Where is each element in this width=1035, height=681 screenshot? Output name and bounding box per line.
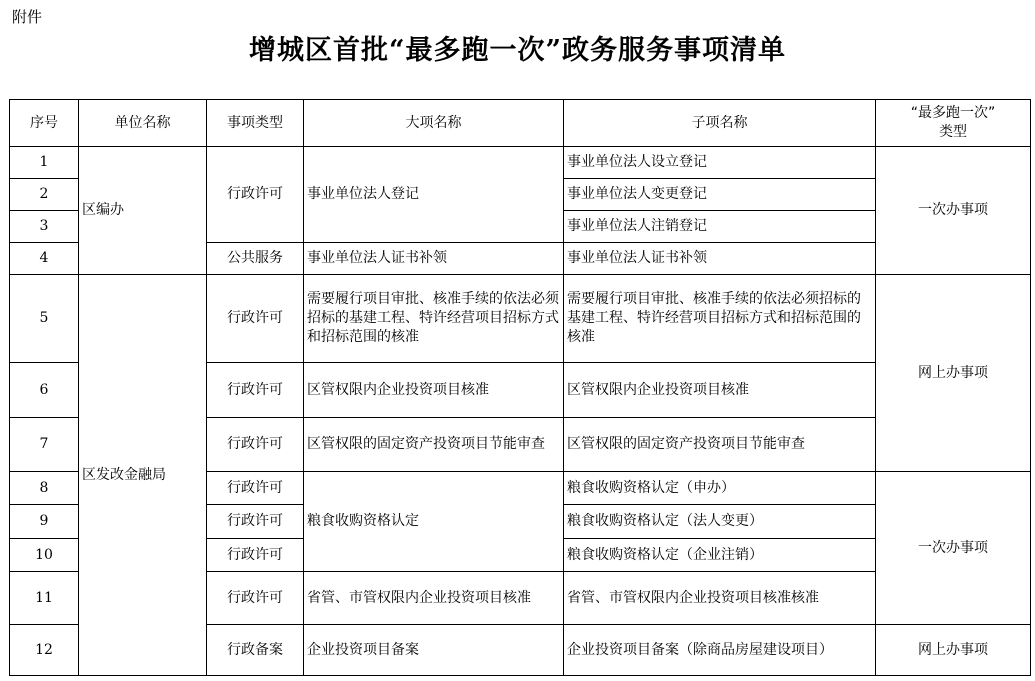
type-cell: 行政备案 xyxy=(207,625,304,676)
seq-cell: 5 xyxy=(10,275,79,363)
main-item-cell: 事业单位法人证书补领 xyxy=(304,243,564,275)
unit-cell: 区发改金融局 xyxy=(79,275,207,676)
sub-item-cell: 事业单位法人设立登记 xyxy=(564,147,876,179)
header-run-once-line1: “最多跑一次” xyxy=(910,105,996,121)
main-item-cell: 需要履行项目审批、核准手续的依法必须招标的基建工程、特许经营项目招标方式和招标范围的核准 xyxy=(304,275,564,363)
table-row xyxy=(10,275,1031,363)
type-cell: 行政许可 xyxy=(207,147,304,243)
type-cell: 行政许可 xyxy=(207,363,304,418)
type-cell: 行政许可 xyxy=(207,418,304,472)
sub-item-cell: 事业单位法人注销登记 xyxy=(564,211,876,243)
type-cell: 行政许可 xyxy=(207,275,304,363)
run-once-type-cell: 一次办事项 xyxy=(876,472,1031,625)
unit-cell: 区编办 xyxy=(79,147,207,275)
service-list-table xyxy=(9,99,1031,676)
seq-cell: 10 xyxy=(10,539,79,572)
seq-cell: 3 xyxy=(10,211,79,243)
header-run-once-type xyxy=(876,100,1031,147)
main-item-cell: 区管权限的固定资产投资项目节能审查 xyxy=(304,418,564,472)
seq-cell: 6 xyxy=(10,363,79,418)
sub-item-cell: 企业投资项目备案（除商品房屋建设项目） xyxy=(564,625,876,676)
type-cell: 行政许可 xyxy=(207,539,304,572)
run-once-type-cell: 一次办事项 xyxy=(876,147,1031,275)
seq-cell: 2 xyxy=(10,179,79,211)
type-cell: 公共服务 xyxy=(207,243,304,275)
sub-item-cell: 事业单位法人变更登记 xyxy=(564,179,876,211)
seq-cell: 4 xyxy=(10,243,79,275)
annex-label: 附件 xyxy=(12,8,43,26)
main-item-cell: 区管权限内企业投资项目核准 xyxy=(304,363,564,418)
header-unit: 单位名称 xyxy=(79,100,207,147)
seq-cell: 12 xyxy=(10,625,79,676)
type-cell: 行政许可 xyxy=(207,572,304,625)
header-sub-item: 子项名称 xyxy=(564,100,876,147)
sub-item-cell: 区管权限的固定资产投资项目节能审查 xyxy=(564,418,876,472)
header-row xyxy=(10,100,1031,147)
sub-item-cell: 事业单位法人证书补领 xyxy=(564,243,876,275)
page-title: 增城区首批“最多跑一次”政务服务事项清单 xyxy=(248,35,787,66)
sub-item-cell: 需要履行项目审批、核准手续的依法必须招标的基建工程、特许经营项目招标方式和招标范围的核准 xyxy=(564,275,876,363)
seq-cell: 11 xyxy=(10,572,79,625)
sub-item-cell: 粮食收购资格认定（企业注销） xyxy=(564,539,876,572)
type-cell: 行政许可 xyxy=(207,505,304,539)
header-main-item: 大项名称 xyxy=(304,100,564,147)
seq-cell: 7 xyxy=(10,418,79,472)
main-item-cell: 企业投资项目备案 xyxy=(304,625,564,676)
sub-item-cell: 省管、市管权限内企业投资项目核准核准 xyxy=(564,572,876,625)
main-item-cell: 省管、市管权限内企业投资项目核准 xyxy=(304,572,564,625)
header-seq: 序号 xyxy=(10,100,79,147)
header-run-once-line2: 类型 xyxy=(939,124,967,140)
sub-item-cell: 粮食收购资格认定（申办） xyxy=(564,472,876,505)
type-cell: 行政许可 xyxy=(207,472,304,505)
seq-cell: 1 xyxy=(10,147,79,179)
main-item-cell: 粮食收购资格认定 xyxy=(304,472,564,572)
header-type: 事项类型 xyxy=(207,100,304,147)
main-item-cell: 事业单位法人登记 xyxy=(304,147,564,243)
sub-item-cell: 粮食收购资格认定（法人变更） xyxy=(564,505,876,539)
seq-cell: 8 xyxy=(10,472,79,505)
seq-cell: 9 xyxy=(10,505,79,539)
run-once-type-cell: 网上办事项 xyxy=(876,625,1031,676)
sub-item-cell: 区管权限内企业投资项目核准 xyxy=(564,363,876,418)
run-once-type-cell: 网上办事项 xyxy=(876,275,1031,472)
table-row xyxy=(10,147,1031,179)
